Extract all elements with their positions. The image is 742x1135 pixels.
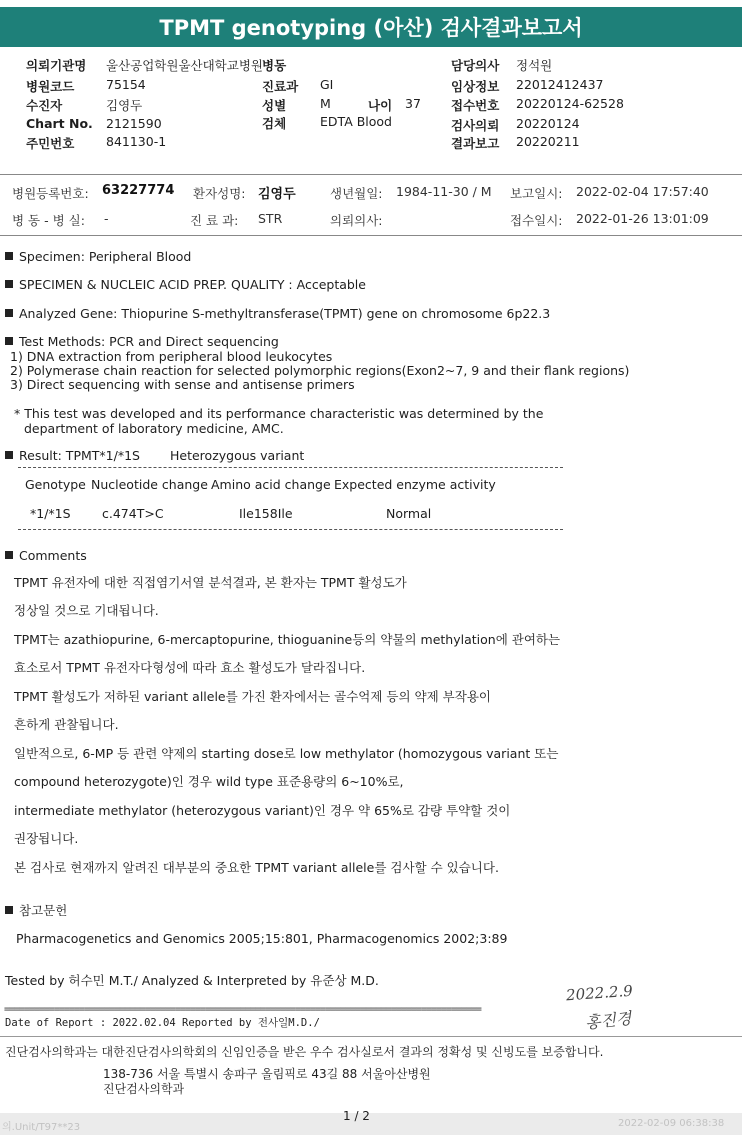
report-title: TPMT genotyping (아산) 검사결과보고서 xyxy=(159,16,583,40)
tested-by: Tested by 허수민 M.T./ Analyzed & Interpreted by 유준상 M.D. xyxy=(5,973,379,988)
comment-line: TPMT는 azathiopurine, 6-mercaptopurine, thioguanine등의 약물의 methylation에 관여하는 xyxy=(14,632,561,647)
sex-value: M xyxy=(320,96,331,111)
comment-line: TPMT 활성도가 저하된 variant allele를 가진 환자에서는 골수억제 등의 약제 부작용이 xyxy=(14,689,491,704)
specimen-value: EDTA Blood xyxy=(320,114,392,129)
methods-title: Test Methods: PCR and Direct sequencing xyxy=(5,334,279,349)
receipt-label: 접수번호 xyxy=(451,98,500,113)
method-item: 3) Direct sequencing with sense and antisense primers xyxy=(10,377,355,392)
table-cell-activity: Normal xyxy=(386,506,432,521)
result-type: Heterozygous variant xyxy=(170,448,305,463)
chart-value: 2121590 xyxy=(106,116,162,131)
order-org-value: 울산공업학원울산대학교병원 xyxy=(106,58,263,73)
footer-faint-right: 2022-02-09 06:38:38 xyxy=(618,1118,725,1129)
clinical-value: 22012412437 xyxy=(516,77,604,92)
comment-line: compound heterozygote)인 경우 wild type 표준용량의 6~10%로, xyxy=(14,774,404,789)
footer-faint-left: 의.Unit/T97**23 xyxy=(2,1122,81,1133)
signature-date: 2022.2.9 xyxy=(565,981,634,1005)
comment-line: 흔하게 관찰됩니다. xyxy=(14,717,119,732)
comment-line: 효소로서 TPMT 유전자다형성에 따라 효소 활성도가 달라집니다. xyxy=(14,660,366,675)
footer-divider xyxy=(0,1036,742,1037)
date-of-report: Date of Report : 2022.02.04 Reported by 전사일M.D./ xyxy=(5,1017,320,1029)
id-label: 주민번호 xyxy=(26,136,75,151)
equals-rule: =============================================================================================== xyxy=(4,1004,481,1015)
report-date-label: 보고일시: xyxy=(510,186,563,201)
name-value: 김영두 xyxy=(258,187,296,202)
bar-dept-label: 진 료 과: xyxy=(190,213,239,228)
request-label: 검사의뢰 xyxy=(451,118,500,133)
page-number: 1 / 2 xyxy=(343,1109,370,1123)
bar-dept-value: STR xyxy=(258,211,283,226)
specimen-line: Specimen: Peripheral Blood xyxy=(5,249,191,264)
divider-bottom xyxy=(0,235,742,236)
comment-line: 본 검사로 현재까지 알려진 대부분의 중요한 TPMT variant allele를 검사할 수 있습니다. xyxy=(14,860,499,875)
dept-value: GI xyxy=(320,77,334,92)
result-table-top-rule xyxy=(18,467,563,468)
refs-title: 참고문헌 xyxy=(5,903,67,918)
refs-text: Pharmacogenetics and Genomics 2005;15:801, Pharmacogenomics 2002;3:89 xyxy=(16,931,508,946)
ward-label: 병동 xyxy=(262,58,287,73)
dept-label: 진료과 xyxy=(262,79,299,94)
id-value: 841130-1 xyxy=(106,134,167,149)
report-label: 결과보고 xyxy=(451,136,500,151)
bar-doctor-label: 의뢰의사: xyxy=(330,213,383,228)
table-cell-genotype: *1/*1S xyxy=(30,506,71,521)
doctor-label: 담당의사 xyxy=(451,58,500,73)
reg-label: 병원등록번호: xyxy=(12,186,89,201)
table-header-activity: Expected enzyme activity xyxy=(334,477,496,492)
ward-room-value: - xyxy=(104,211,109,226)
result-table-bottom-rule xyxy=(18,529,563,530)
age-label: 나이 xyxy=(368,98,393,113)
certification-text: 진단검사의학과는 대한진단검사의학회의 신임인증을 받은 우수 검사실로서 결과의 정확성 및 신빙도를 보증합니다. xyxy=(5,1045,604,1059)
reg-value: 63227774 xyxy=(102,183,175,198)
address-line-1: 138-736 서울 특별시 송파구 올림픽로 43길 88 서울아산병원 xyxy=(103,1067,431,1081)
table-header-genotype: Genotype xyxy=(25,477,86,492)
quality-line: SPECIMEN & NUCLEIC ACID PREP. QUALITY : Acceptable xyxy=(5,277,366,292)
divider-top xyxy=(0,174,742,175)
specimen-label: 검체 xyxy=(262,116,287,131)
name-label: 환자성명: xyxy=(193,186,246,201)
comments-title: Comments xyxy=(5,548,87,563)
comment-line: 일반적으로, 6-MP 등 관련 약제의 starting dose로 low methylator (homozygous variant 또는 xyxy=(14,746,559,761)
receipt-value: 20220124-62528 xyxy=(516,96,624,111)
note-line-2: department of laboratory medicine, AMC. xyxy=(24,421,284,436)
request-info-block xyxy=(0,50,742,150)
comment-line: TPMT 유전자에 대한 직접염기서열 분석결과, 본 환자는 TPMT 활성도가 xyxy=(14,575,407,590)
doctor-value: 정석원 xyxy=(516,58,553,73)
dob-value: 1984-11-30 / M xyxy=(396,184,492,199)
age-value: 37 xyxy=(405,96,421,111)
comment-line: 권장됩니다. xyxy=(14,831,79,846)
patient-label: 수진자 xyxy=(26,98,63,113)
result-label: Result: TPMT*1/*1S xyxy=(5,448,140,463)
note-line-1: * This test was developed and its performance characteristic was determined by the xyxy=(14,406,544,421)
report-date-value: 2022-02-04 17:57:40 xyxy=(576,184,709,199)
sex-label: 성별 xyxy=(262,98,287,113)
report-value: 20220211 xyxy=(516,134,580,149)
patient-bar xyxy=(0,176,742,236)
table-header-amino: Amino acid change xyxy=(211,477,331,492)
clinical-label: 임상정보 xyxy=(451,79,500,94)
patient-value: 김영두 xyxy=(106,98,143,113)
dob-label: 생년월일: xyxy=(330,186,383,201)
ward-room-label: 병 동 - 병 실: xyxy=(12,213,85,228)
hosp-code-label: 병원코드 xyxy=(26,79,75,94)
table-cell-amino: Ile158Ile xyxy=(239,506,293,521)
address-line-2: 진단검사의학과 xyxy=(103,1082,185,1096)
order-org-label: 의뢰기관명 xyxy=(26,58,87,73)
table-header-nucleotide: Nucleotide change xyxy=(91,477,208,492)
gene-line: Analyzed Gene: Thiopurine S-methyltransferase(TPMT) gene on chromosome 6p22.3 xyxy=(5,306,550,321)
method-item: 2) Polymerase chain reaction for selected polymorphic regions(Exon2~7, 9 and their flank regions) xyxy=(10,363,630,378)
receipt-date-label: 접수일시: xyxy=(510,213,563,228)
table-cell-nucleotide: c.474T>C xyxy=(102,506,164,521)
comment-line: intermediate methylator (heterozygous variant)인 경우 약 65%로 감량 투약할 것이 xyxy=(14,803,511,818)
hosp-code-value: 75154 xyxy=(106,77,146,92)
receipt-date-value: 2022-01-26 13:01:09 xyxy=(576,211,709,226)
signature-name: 홍진경 xyxy=(584,1008,633,1033)
method-item: 1) DNA extraction from peripheral blood leukocytes xyxy=(10,349,333,364)
chart-label: Chart No. xyxy=(26,116,93,131)
request-value: 20220124 xyxy=(516,116,580,131)
comment-line: 정상일 것으로 기대됩니다. xyxy=(14,603,159,618)
